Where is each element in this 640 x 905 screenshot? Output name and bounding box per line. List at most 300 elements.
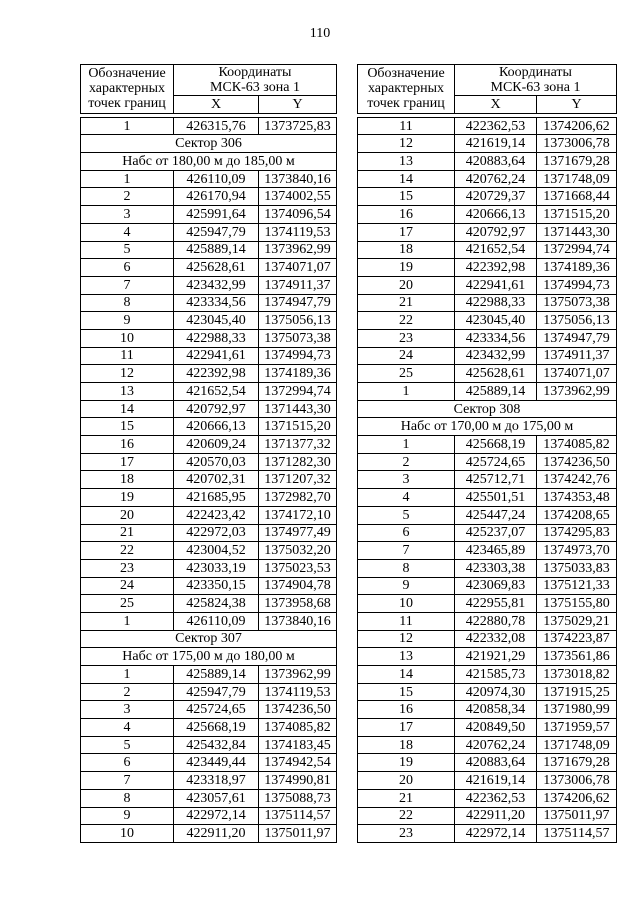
point-number: 1 <box>81 612 174 630</box>
table-row <box>358 489 617 507</box>
section-row <box>358 418 617 436</box>
point-number: 4 <box>358 489 455 507</box>
y-coordinate: 1374189,36 <box>537 259 617 277</box>
point-number: 12 <box>358 630 455 648</box>
point-number: 6 <box>358 524 455 542</box>
x-coordinate: 422362,53 <box>455 789 537 807</box>
y-coordinate: 1373561,86 <box>537 648 617 666</box>
table-row <box>81 188 337 206</box>
y-coordinate: 1374172,10 <box>259 506 337 524</box>
point-number: 25 <box>81 595 174 613</box>
table-row <box>358 276 617 294</box>
x-coordinate: 422392,98 <box>174 365 259 383</box>
header-coords-line: Координаты <box>499 65 572 80</box>
x-coordinate: 420609,24 <box>174 436 259 454</box>
point-number: 13 <box>358 648 455 666</box>
table-row <box>81 612 337 630</box>
point-number: 3 <box>81 206 174 224</box>
x-coordinate: 423069,83 <box>455 577 537 595</box>
y-coordinate: 1375155,80 <box>537 595 617 613</box>
table-row <box>81 772 337 790</box>
y-coordinate: 1375121,33 <box>537 577 617 595</box>
point-number: 11 <box>358 117 455 135</box>
y-coordinate: 1372994,74 <box>259 383 337 401</box>
table-row <box>358 153 617 171</box>
y-coordinate: 1374947,79 <box>537 329 617 347</box>
table-row <box>358 754 617 772</box>
table-row <box>358 312 617 330</box>
y-coordinate: 1374183,45 <box>259 736 337 754</box>
y-coordinate: 1374189,36 <box>259 365 337 383</box>
x-coordinate: 421585,73 <box>455 666 537 684</box>
table-row <box>81 471 337 489</box>
point-number: 23 <box>358 825 455 843</box>
point-number: 15 <box>81 418 174 436</box>
point-number: 2 <box>358 453 455 471</box>
point-number: 9 <box>81 807 174 825</box>
y-coordinate: 1374071,07 <box>537 365 617 383</box>
point-number: 16 <box>358 701 455 719</box>
point-number: 11 <box>358 612 455 630</box>
point-number: 17 <box>81 453 174 471</box>
y-coordinate: 1374911,37 <box>259 276 337 294</box>
x-coordinate: 423350,15 <box>174 577 259 595</box>
table-row <box>81 524 337 542</box>
y-coordinate: 1374353,48 <box>537 489 617 507</box>
table-row <box>358 559 617 577</box>
table-row <box>358 329 617 347</box>
y-coordinate: 1375088,73 <box>259 789 337 807</box>
y-coordinate: 1375023,53 <box>259 559 337 577</box>
point-number: 20 <box>358 772 455 790</box>
table-row <box>81 117 337 135</box>
y-coordinate: 1374994,73 <box>259 347 337 365</box>
header-label-line: точек границ <box>367 96 445 112</box>
point-number: 9 <box>358 577 455 595</box>
point-number: 8 <box>81 789 174 807</box>
x-coordinate: 425668,19 <box>174 719 259 737</box>
table-row <box>81 825 337 843</box>
header-coordinates <box>455 65 617 96</box>
point-number: 4 <box>81 719 174 737</box>
table-row <box>358 471 617 489</box>
x-coordinate: 425237,07 <box>455 524 537 542</box>
y-coordinate: 1373006,78 <box>537 135 617 153</box>
point-number: 8 <box>358 559 455 577</box>
header-coords-line: Координаты <box>218 65 292 80</box>
point-number: 15 <box>358 683 455 701</box>
y-coordinate: 1375114,57 <box>537 825 617 843</box>
x-coordinate: 420729,37 <box>455 188 537 206</box>
point-number: 10 <box>358 595 455 613</box>
y-coordinate: 1374990,81 <box>259 772 337 790</box>
x-coordinate: 426315,76 <box>174 117 259 135</box>
point-number: 18 <box>358 736 455 754</box>
x-coordinate: 420666,13 <box>455 206 537 224</box>
y-coordinate: 1373725,83 <box>259 117 337 135</box>
x-coordinate: 423057,61 <box>174 789 259 807</box>
point-number: 2 <box>81 683 174 701</box>
x-coordinate: 423004,52 <box>174 542 259 560</box>
header-coordinates <box>174 65 337 96</box>
y-coordinate: 1373958,68 <box>259 595 337 613</box>
y-coordinate: 1371282,30 <box>259 453 337 471</box>
section-row <box>81 630 337 648</box>
table-row <box>81 418 337 436</box>
table-row <box>358 630 617 648</box>
table-row <box>358 595 617 613</box>
table-row <box>81 223 337 241</box>
y-coordinate: 1371915,25 <box>537 683 617 701</box>
point-number: 8 <box>81 294 174 312</box>
x-coordinate: 423303,38 <box>455 559 537 577</box>
x-coordinate: 423334,56 <box>455 329 537 347</box>
table-row <box>358 612 617 630</box>
x-coordinate: 420883,64 <box>455 153 537 171</box>
x-coordinate: 425447,24 <box>455 506 537 524</box>
table-row <box>358 294 617 312</box>
y-coordinate: 1375011,97 <box>259 825 337 843</box>
y-coordinate: 1373962,99 <box>259 241 337 259</box>
point-number: 20 <box>81 506 174 524</box>
point-number: 23 <box>81 559 174 577</box>
table-row <box>358 719 617 737</box>
y-coordinate: 1375114,57 <box>259 807 337 825</box>
table-row <box>81 347 337 365</box>
y-coordinate: 1371515,20 <box>537 206 617 224</box>
x-coordinate: 423045,40 <box>455 312 537 330</box>
header-coords-line: МСК-63 зона 1 <box>210 80 300 95</box>
section-title: Сектор 307 <box>81 630 337 648</box>
x-coordinate: 422988,33 <box>174 329 259 347</box>
point-number: 20 <box>358 276 455 294</box>
y-coordinate: 1374942,54 <box>259 754 337 772</box>
table-row <box>358 524 617 542</box>
y-coordinate: 1371679,28 <box>537 153 617 171</box>
x-coordinate: 425668,19 <box>455 436 537 454</box>
y-coordinate: 1375073,38 <box>259 329 337 347</box>
x-coordinate: 423465,89 <box>455 542 537 560</box>
point-number: 1 <box>358 383 455 401</box>
table-row <box>358 117 617 135</box>
table-row <box>358 188 617 206</box>
table-row <box>81 259 337 277</box>
point-number: 11 <box>81 347 174 365</box>
x-coordinate: 422972,14 <box>174 807 259 825</box>
x-coordinate: 421652,54 <box>174 383 259 401</box>
point-number: 1 <box>81 666 174 684</box>
x-coordinate: 425889,14 <box>174 666 259 684</box>
table-row <box>358 223 617 241</box>
table-row <box>81 383 337 401</box>
section-title: Сектор 308 <box>358 400 617 418</box>
y-coordinate: 1371443,30 <box>537 223 617 241</box>
x-coordinate: 426110,09 <box>174 170 259 188</box>
x-coordinate: 420792,97 <box>455 223 537 241</box>
table-row <box>358 736 617 754</box>
point-number: 24 <box>81 577 174 595</box>
y-coordinate: 1375029,21 <box>537 612 617 630</box>
point-number: 21 <box>81 524 174 542</box>
y-coordinate: 1375011,97 <box>537 807 617 825</box>
x-coordinate: 422972,14 <box>455 825 537 843</box>
table-row <box>358 259 617 277</box>
x-coordinate: 420702,31 <box>174 471 259 489</box>
y-coordinate: 1374295,83 <box>537 524 617 542</box>
point-number: 23 <box>358 329 455 347</box>
y-coordinate: 1373962,99 <box>259 666 337 684</box>
table-row <box>81 719 337 737</box>
x-coordinate: 426110,09 <box>174 612 259 630</box>
x-coordinate: 425947,79 <box>174 683 259 701</box>
y-coordinate: 1373018,82 <box>537 666 617 684</box>
page-number: 110 <box>309 26 331 41</box>
table-row <box>81 206 337 224</box>
table-row <box>81 170 337 188</box>
x-coordinate: 420858,34 <box>455 701 537 719</box>
point-number: 16 <box>358 206 455 224</box>
x-coordinate: 422911,20 <box>174 825 259 843</box>
y-coordinate: 1373840,16 <box>259 612 337 630</box>
header-label-line: точек границ <box>88 96 166 112</box>
x-coordinate: 425947,79 <box>174 223 259 241</box>
table-row <box>358 383 617 401</box>
x-coordinate: 421619,14 <box>455 135 537 153</box>
point-number: 13 <box>358 153 455 171</box>
x-coordinate: 420762,24 <box>455 736 537 754</box>
table-row <box>358 135 617 153</box>
x-coordinate: 420792,97 <box>174 400 259 418</box>
table-row <box>81 736 337 754</box>
point-number: 1 <box>81 170 174 188</box>
y-coordinate: 1375056,13 <box>537 312 617 330</box>
x-coordinate: 422332,08 <box>455 630 537 648</box>
table-row <box>81 807 337 825</box>
x-coordinate: 422392,98 <box>455 259 537 277</box>
table-row <box>81 489 337 507</box>
point-number: 3 <box>81 701 174 719</box>
point-number: 17 <box>358 223 455 241</box>
x-coordinate: 425432,84 <box>174 736 259 754</box>
point-number: 19 <box>358 754 455 772</box>
x-coordinate: 420883,64 <box>455 754 537 772</box>
table-row <box>358 506 617 524</box>
header-label-line: характерных <box>88 81 166 97</box>
table-row <box>358 648 617 666</box>
x-coordinate: 421619,14 <box>455 772 537 790</box>
point-number: 15 <box>358 188 455 206</box>
header-point-label <box>358 65 455 114</box>
y-coordinate: 1375056,13 <box>259 312 337 330</box>
y-coordinate: 1371515,20 <box>259 418 337 436</box>
x-coordinate: 421685,95 <box>174 489 259 507</box>
y-coordinate: 1372994,74 <box>537 241 617 259</box>
x-coordinate: 425628,61 <box>455 365 537 383</box>
x-coordinate: 423432,99 <box>174 276 259 294</box>
table-row <box>81 329 337 347</box>
table-row <box>81 400 337 418</box>
table-row <box>81 365 337 383</box>
table-row <box>358 807 617 825</box>
table-row <box>358 666 617 684</box>
table-row <box>81 595 337 613</box>
x-coordinate: 422955,81 <box>455 595 537 613</box>
table-row <box>81 754 337 772</box>
y-coordinate: 1375073,38 <box>537 294 617 312</box>
y-coordinate: 1371679,28 <box>537 754 617 772</box>
x-coordinate: 423449,44 <box>174 754 259 772</box>
table-row <box>81 701 337 719</box>
y-coordinate: 1374096,54 <box>259 206 337 224</box>
point-number: 16 <box>81 436 174 454</box>
x-coordinate: 422911,20 <box>455 807 537 825</box>
table-row <box>81 294 337 312</box>
y-coordinate: 1371748,09 <box>537 170 617 188</box>
point-number: 6 <box>81 259 174 277</box>
x-coordinate: 420762,24 <box>455 170 537 188</box>
header-x: X <box>455 96 537 114</box>
point-number: 7 <box>81 772 174 790</box>
x-coordinate: 422941,61 <box>174 347 259 365</box>
table-row <box>81 276 337 294</box>
y-coordinate: 1374994,73 <box>537 276 617 294</box>
coordinates-table-right <box>357 64 617 843</box>
point-number: 1 <box>358 436 455 454</box>
x-coordinate: 425724,65 <box>174 701 259 719</box>
table-row <box>81 577 337 595</box>
table-row <box>358 825 617 843</box>
y-coordinate: 1374119,53 <box>259 683 337 701</box>
table-row <box>358 365 617 383</box>
section-title: Набс от 170,00 м до 175,00 м <box>358 418 617 436</box>
section-title: Набс от 175,00 м до 180,00 м <box>81 648 337 666</box>
x-coordinate: 425824,38 <box>174 595 259 613</box>
header-x: X <box>174 96 259 114</box>
y-coordinate: 1371207,32 <box>259 471 337 489</box>
header-y: Y <box>259 96 337 114</box>
x-coordinate: 425991,64 <box>174 206 259 224</box>
x-coordinate: 420849,50 <box>455 719 537 737</box>
y-coordinate: 1374236,50 <box>537 453 617 471</box>
y-coordinate: 1372982,70 <box>259 489 337 507</box>
y-coordinate: 1371959,57 <box>537 719 617 737</box>
y-coordinate: 1374947,79 <box>259 294 337 312</box>
table-row <box>358 772 617 790</box>
x-coordinate: 423334,56 <box>174 294 259 312</box>
table-row <box>81 453 337 471</box>
table-row <box>81 789 337 807</box>
table-row <box>358 206 617 224</box>
x-coordinate: 422362,53 <box>455 117 537 135</box>
point-number: 22 <box>358 312 455 330</box>
point-number: 4 <box>81 223 174 241</box>
x-coordinate: 423318,97 <box>174 772 259 790</box>
table-row <box>81 542 337 560</box>
x-coordinate: 422988,33 <box>455 294 537 312</box>
table-row <box>81 241 337 259</box>
table-row <box>358 683 617 701</box>
x-coordinate: 422941,61 <box>455 276 537 294</box>
point-number: 14 <box>81 400 174 418</box>
table-row <box>81 666 337 684</box>
point-number: 1 <box>81 117 174 135</box>
y-coordinate: 1374206,62 <box>537 117 617 135</box>
y-coordinate: 1373962,99 <box>537 383 617 401</box>
point-number: 21 <box>358 294 455 312</box>
header-coords-line: МСК-63 зона 1 <box>490 80 581 95</box>
x-coordinate: 420570,03 <box>174 453 259 471</box>
x-coordinate: 420666,13 <box>174 418 259 436</box>
point-number: 12 <box>358 135 455 153</box>
section-title: Сектор 306 <box>81 135 337 153</box>
point-number: 22 <box>358 807 455 825</box>
point-number: 22 <box>81 542 174 560</box>
header-label-line: Обозначение <box>88 66 166 82</box>
y-coordinate: 1374085,82 <box>537 436 617 454</box>
point-number: 18 <box>81 471 174 489</box>
point-number: 10 <box>81 825 174 843</box>
y-coordinate: 1374911,37 <box>537 347 617 365</box>
point-number: 24 <box>358 347 455 365</box>
y-coordinate: 1371377,32 <box>259 436 337 454</box>
x-coordinate: 425724,65 <box>455 453 537 471</box>
y-coordinate: 1374206,62 <box>537 789 617 807</box>
table-row <box>358 170 617 188</box>
y-coordinate: 1373840,16 <box>259 170 337 188</box>
table-row <box>358 453 617 471</box>
x-coordinate: 425501,51 <box>455 489 537 507</box>
y-coordinate: 1374002,55 <box>259 188 337 206</box>
x-coordinate: 423033,19 <box>174 559 259 577</box>
point-number: 3 <box>358 471 455 489</box>
y-coordinate: 1374977,49 <box>259 524 337 542</box>
y-coordinate: 1374223,87 <box>537 630 617 648</box>
coordinates-table-left <box>80 64 337 843</box>
point-number: 2 <box>81 188 174 206</box>
table-row <box>358 789 617 807</box>
x-coordinate: 425889,14 <box>455 383 537 401</box>
point-number: 5 <box>358 506 455 524</box>
table-row <box>81 683 337 701</box>
point-number: 14 <box>358 666 455 684</box>
y-coordinate: 1374119,53 <box>259 223 337 241</box>
table-row <box>358 577 617 595</box>
point-number: 6 <box>81 754 174 772</box>
y-coordinate: 1374236,50 <box>259 701 337 719</box>
section-row <box>358 400 617 418</box>
header-label-line: характерных <box>367 81 445 97</box>
table-row <box>358 436 617 454</box>
y-coordinate: 1371443,30 <box>259 400 337 418</box>
x-coordinate: 422423,42 <box>174 506 259 524</box>
y-coordinate: 1374904,78 <box>259 577 337 595</box>
y-coordinate: 1374208,65 <box>537 506 617 524</box>
x-coordinate: 425889,14 <box>174 241 259 259</box>
x-coordinate: 425712,71 <box>455 471 537 489</box>
header-y: Y <box>537 96 617 114</box>
section-row <box>81 135 337 153</box>
point-number: 14 <box>358 170 455 188</box>
table-row <box>358 701 617 719</box>
y-coordinate: 1374973,70 <box>537 542 617 560</box>
section-row <box>81 153 337 171</box>
y-coordinate: 1375032,20 <box>259 542 337 560</box>
point-number: 19 <box>358 259 455 277</box>
header-point-label <box>81 65 174 114</box>
section-row <box>81 648 337 666</box>
point-number: 5 <box>81 241 174 259</box>
y-coordinate: 1373006,78 <box>537 772 617 790</box>
